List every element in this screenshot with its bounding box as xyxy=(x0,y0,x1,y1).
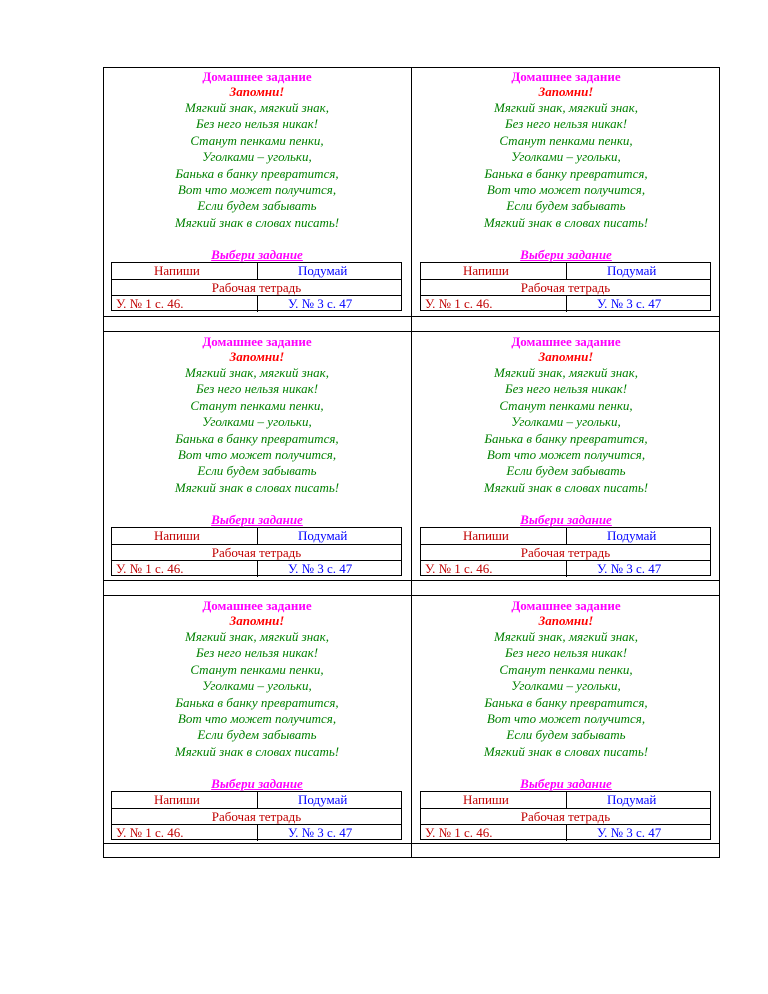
card-title: Домашнее задание xyxy=(202,69,312,84)
task-left: У. № 1 с. 46. xyxy=(116,296,184,311)
table-row xyxy=(112,824,401,841)
card-title: Домашнее задание xyxy=(511,69,621,84)
homework-card xyxy=(412,332,720,596)
think-label: Подумай xyxy=(298,792,348,807)
poem-line: Мягкий знак в словах писать! xyxy=(483,743,649,759)
poem-line: Если будем забывать xyxy=(197,463,317,479)
table-row xyxy=(421,528,710,544)
cell-divider xyxy=(257,825,258,841)
table-row xyxy=(421,295,710,312)
choose-task-heading: Выбери задание xyxy=(211,776,303,791)
task-table xyxy=(420,262,711,311)
write-label: Напиши xyxy=(463,263,509,278)
poem-line: Если будем забывать xyxy=(197,727,317,743)
poem-line: Уголками – угольки, xyxy=(511,149,621,165)
poem-line: Станут пенками пенки, xyxy=(190,661,324,677)
choose-task-heading: Выбери задание xyxy=(520,247,612,262)
task-table xyxy=(111,527,402,576)
task-table xyxy=(111,262,402,311)
write-label: Напиши xyxy=(154,528,200,543)
poem-line: Мягкий знак в словах писать! xyxy=(483,214,649,230)
write-label: Напиши xyxy=(463,528,509,543)
poem-line: Уголками – угольки, xyxy=(202,414,312,430)
cell-divider xyxy=(257,263,258,279)
workbook-label: Рабочая тетрадь xyxy=(211,809,302,824)
cell-divider xyxy=(257,528,258,544)
write-label: Напиши xyxy=(463,792,509,807)
task-left: У. № 1 с. 46. xyxy=(425,296,493,311)
poem-line: Станут пенками пенки, xyxy=(499,661,633,677)
task-right: У. № 3 с. 47 xyxy=(597,825,662,840)
table-row xyxy=(112,792,401,808)
task-right: У. № 3 с. 47 xyxy=(288,296,353,311)
poem xyxy=(103,365,411,496)
poem-line: Мягкий знак, мягкий знак, xyxy=(494,100,638,115)
poem-line: Банька в банку превратится, xyxy=(484,430,648,446)
task-table xyxy=(420,527,711,576)
workbook-label: Рабочая тетрадь xyxy=(520,809,611,824)
write-label: Напиши xyxy=(154,263,200,278)
table-row xyxy=(112,560,401,577)
poem-line: Мягкий знак, мягкий знак, xyxy=(185,100,329,115)
table-row xyxy=(421,263,710,279)
card-title: Домашнее задание xyxy=(202,334,312,349)
poem-line: Без него нельзя никак! xyxy=(504,381,628,397)
poem-line: Без него нельзя никак! xyxy=(195,116,319,132)
poem-line: Мягкий знак, мягкий знак, xyxy=(494,629,638,644)
think-label: Подумай xyxy=(607,528,657,543)
workbook-label: Рабочая тетрадь xyxy=(211,545,302,560)
workbook-label: Рабочая тетрадь xyxy=(211,280,302,295)
poem-line: Если будем забывать xyxy=(506,727,626,743)
poem-line: Станут пенками пенки, xyxy=(499,397,633,413)
poem-line: Без него нельзя никак! xyxy=(504,645,628,661)
poem xyxy=(412,100,720,231)
poem-line: Станут пенками пенки, xyxy=(499,132,633,148)
task-left: У. № 1 с. 46. xyxy=(116,561,184,576)
task-table xyxy=(420,791,711,840)
poem-line: Вот что может получится, xyxy=(177,447,337,463)
homework-card xyxy=(412,67,720,331)
homework-card xyxy=(412,596,720,860)
think-label: Подумай xyxy=(298,263,348,278)
poem-line: Вот что может получится, xyxy=(177,711,337,727)
task-left: У. № 1 с. 46. xyxy=(425,561,493,576)
poem-line: Если будем забывать xyxy=(506,463,626,479)
poem-line: Мягкий знак, мягкий знак, xyxy=(185,629,329,644)
task-right: У. № 3 с. 47 xyxy=(597,561,662,576)
poem-line: Уголками – угольки, xyxy=(511,678,621,694)
task-left: У. № 1 с. 46. xyxy=(425,825,493,840)
card-title: Домашнее задание xyxy=(511,598,621,613)
poem-line: Если будем забывать xyxy=(506,198,626,214)
poem-line: Банька в банку превратится, xyxy=(175,165,339,181)
table-row xyxy=(421,792,710,808)
poem-line: Мягкий знак в словах писать! xyxy=(174,214,340,230)
choose-task-heading: Выбери задание xyxy=(211,512,303,527)
remember-heading: Запомни! xyxy=(229,349,285,364)
write-label: Напиши xyxy=(154,792,200,807)
poem xyxy=(103,100,411,231)
remember-heading: Запомни! xyxy=(229,84,285,99)
table-row xyxy=(112,544,401,561)
poem-line: Уголками – угольки, xyxy=(202,149,312,165)
homework-card xyxy=(103,596,411,860)
table-row xyxy=(421,808,710,825)
poem-line: Вот что может получится, xyxy=(486,182,646,198)
table-row xyxy=(112,528,401,544)
cell-divider xyxy=(257,792,258,808)
table-row xyxy=(421,560,710,577)
poem-line: Вот что может получится, xyxy=(177,182,337,198)
poem-line: Мягкий знак в словах писать! xyxy=(174,479,340,495)
poem-line: Вот что может получится, xyxy=(486,711,646,727)
poem-line: Мягкий знак, мягкий знак, xyxy=(185,365,329,380)
cell-divider xyxy=(566,296,567,312)
poem-line: Мягкий знак в словах писать! xyxy=(174,743,340,759)
poem-line: Станут пенками пенки, xyxy=(190,397,324,413)
cell-divider xyxy=(566,263,567,279)
cell-divider xyxy=(257,561,258,577)
poem xyxy=(103,629,411,760)
cell-divider xyxy=(566,561,567,577)
poem-line: Без него нельзя никак! xyxy=(504,116,628,132)
table-row xyxy=(112,295,401,312)
cell-divider xyxy=(566,528,567,544)
homework-card xyxy=(103,67,411,331)
cell-divider xyxy=(566,825,567,841)
poem-line: Уголками – угольки, xyxy=(202,678,312,694)
task-left: У. № 1 с. 46. xyxy=(116,825,184,840)
task-table xyxy=(111,791,402,840)
poem-line: Вот что может получится, xyxy=(486,447,646,463)
task-right: У. № 3 с. 47 xyxy=(288,561,353,576)
cell-divider xyxy=(566,792,567,808)
poem xyxy=(412,365,720,496)
table-row xyxy=(112,263,401,279)
poem-line: Если будем забывать xyxy=(197,198,317,214)
remember-heading: Запомни! xyxy=(538,349,594,364)
poem-line: Без него нельзя никак! xyxy=(195,645,319,661)
poem-line: Без него нельзя никак! xyxy=(195,381,319,397)
task-right: У. № 3 с. 47 xyxy=(288,825,353,840)
think-label: Подумай xyxy=(607,263,657,278)
poem-line: Станут пенками пенки, xyxy=(190,132,324,148)
poem-line: Мягкий знак в словах писать! xyxy=(483,479,649,495)
think-label: Подумай xyxy=(607,792,657,807)
poem-line: Мягкий знак, мягкий знак, xyxy=(494,365,638,380)
remember-heading: Запомни! xyxy=(538,84,594,99)
table-row xyxy=(421,279,710,296)
choose-task-heading: Выбери задание xyxy=(520,512,612,527)
remember-heading: Запомни! xyxy=(229,613,285,628)
remember-heading: Запомни! xyxy=(538,613,594,628)
worksheet-page xyxy=(103,67,720,858)
poem-line: Банька в банку превратится, xyxy=(175,694,339,710)
table-row xyxy=(112,808,401,825)
table-row xyxy=(112,279,401,296)
workbook-label: Рабочая тетрадь xyxy=(520,280,611,295)
think-label: Подумай xyxy=(298,528,348,543)
workbook-label: Рабочая тетрадь xyxy=(520,545,611,560)
choose-task-heading: Выбери задание xyxy=(211,247,303,262)
poem-line: Банька в банку превратится, xyxy=(484,165,648,181)
poem-line: Банька в банку превратится, xyxy=(175,430,339,446)
card-title: Домашнее задание xyxy=(511,334,621,349)
table-row xyxy=(421,544,710,561)
poem xyxy=(412,629,720,760)
homework-card xyxy=(103,332,411,596)
table-row xyxy=(421,824,710,841)
task-right: У. № 3 с. 47 xyxy=(597,296,662,311)
poem-line: Уголками – угольки, xyxy=(511,414,621,430)
poem-line: Банька в банку превратится, xyxy=(484,694,648,710)
cell-divider xyxy=(257,296,258,312)
choose-task-heading: Выбери задание xyxy=(520,776,612,791)
card-title: Домашнее задание xyxy=(202,598,312,613)
